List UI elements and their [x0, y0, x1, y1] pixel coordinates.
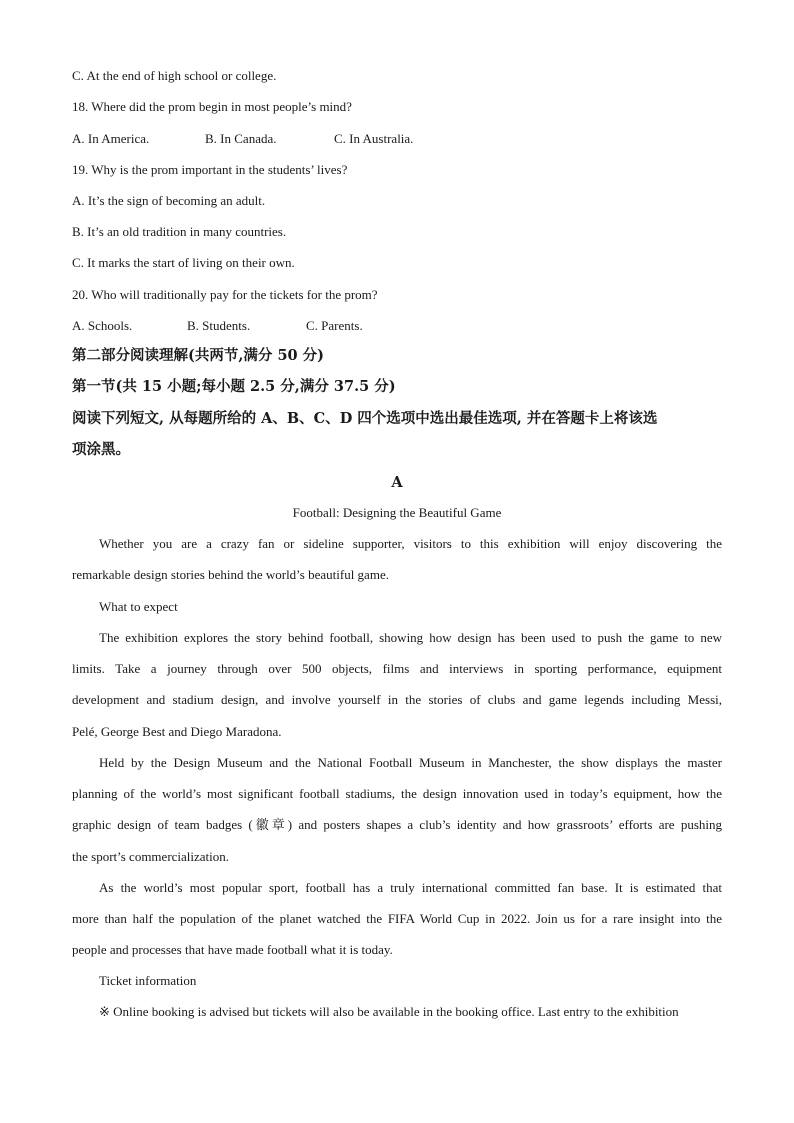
- paragraph-3: [72, 747, 722, 872]
- q17-option-c: C. At the end of high school or college.: [72, 68, 277, 83]
- q20-stem: 20. Who will traditionally pay for the tickets for the prom?: [72, 287, 378, 302]
- paragraph-line: Pelé, George Best and Diego Maradona.: [72, 723, 282, 739]
- q20-option-b: B. Students.: [187, 318, 251, 333]
- what-to-expect-heading: What to expect: [99, 599, 178, 614]
- instruction-line-2: 项涂黑。: [72, 441, 130, 458]
- paragraph-line: people and processes that have made football what it is today.: [72, 942, 393, 958]
- paragraph-line: planning of the world’s most significant football stadiums, the design innovation used in today’s equipment, how the: [72, 786, 722, 802]
- ticket-info-heading: Ticket information: [99, 973, 197, 988]
- paragraph-4: [72, 872, 722, 966]
- q18-option-b: B. In Canada.: [205, 131, 277, 146]
- passage-letter: A: [391, 474, 403, 491]
- paragraph-line: As the world’s most popular sport, football has a truly international committed fan base. It is estimated that: [99, 880, 722, 895]
- q18-option-c: C. In Australia.: [334, 131, 414, 146]
- q19-option-c: C. It marks the start of living on their own.: [72, 255, 295, 270]
- paragraph-line: limits. Take a journey through over 500 objects, films and interviews in sporting performance, equipment: [72, 661, 722, 677]
- q19-option-a: A. It’s the sign of becoming an adult.: [72, 193, 266, 208]
- passage-title: Football: Designing the Beautiful Game: [292, 505, 502, 520]
- q18-stem: 18. Where did the prom begin in most people’s mind?: [72, 99, 352, 114]
- paragraph-line: The exhibition explores the story behind football, showing how design has been used to push the game to new: [99, 630, 722, 645]
- paragraph-line: remarkable design stories behind the world’s beautiful game.: [72, 567, 389, 583]
- q19-stem: 19. Why is the prom important in the students’ lives?: [72, 162, 348, 177]
- paragraph-line: more than half the population of the planet watched the FIFA World Cup in 2022. Join us for a rare insight into the: [72, 911, 722, 927]
- paragraph-line: Whether you are a crazy fan or sideline supporter, visitors to this exhibition will enjoy discovering the: [99, 536, 722, 551]
- paragraph-line: the sport’s commercialization.: [72, 848, 230, 864]
- paragraph-line: development and stadium design, and involve yourself in the stories of clubs and game legends including Messi,: [72, 692, 722, 708]
- paragraph-line: Held by the Design Museum and the National Football Museum in Manchester, the show displays the master: [99, 755, 722, 770]
- q18-option-a: A. In America.: [72, 131, 150, 146]
- paragraph-1: [72, 528, 722, 590]
- section-one-title: 第一节(共 15 小题;每小题 2.5 分,满分 37.5 分): [72, 378, 396, 395]
- q19-option-b: B. It’s an old tradition in many countries.: [72, 224, 287, 239]
- part-two-title: 第二部分阅读理解(共两节,满分 50 分): [72, 347, 325, 364]
- instruction-line-1: 阅读下列短文, 从每题所给的 A、B、C、D 四个选项中选出最佳选项, 并在答题卡上将该选: [72, 410, 658, 427]
- paragraph-line: graphic design of team badges (徽章) and posters shapes a club’s identity and how grassroots’ efforts are pushing: [72, 817, 722, 833]
- q20-option-c: C. Parents.: [306, 318, 363, 333]
- paragraph-2: [72, 622, 722, 747]
- q20-option-a: A. Schools.: [72, 318, 133, 333]
- ticket-info-line: ※ Online booking is advised but tickets will also be available in the booking office. Last entry to the exhibition: [99, 1004, 679, 1019]
